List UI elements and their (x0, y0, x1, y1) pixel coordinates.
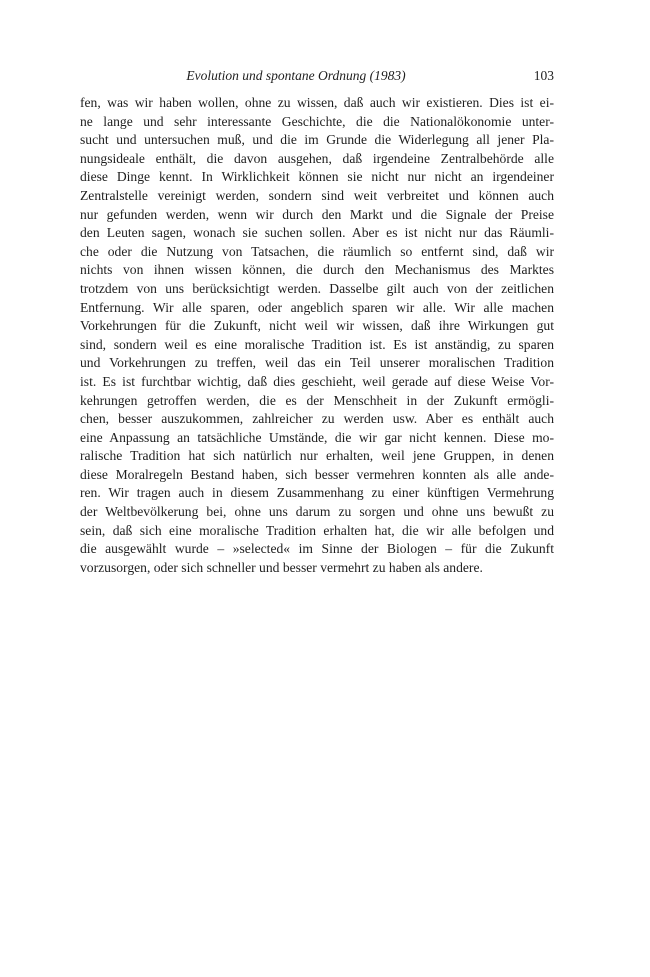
text-line: ralische Tradition hat sich natürlich nur erhalten, weil jene Gruppen, in denen (80, 448, 554, 464)
text-line: ren. Wir tragen auch in diesem Zusammenhang zu einer künftigen Vermehrung (80, 485, 554, 501)
text-line: die ausgewählt wurde – »selected« im Sinne der Biologen – für die Zukunft (80, 541, 554, 557)
text-line: sein, daß sich eine moralische Tradition erhalten hat, die wir alle befolgen und (80, 522, 554, 538)
text-line: Entfernung. Wir alle sparen, oder angeblich sparen wir alle. Wir alle machen (80, 299, 554, 315)
running-head (98, 66, 554, 86)
text-line: nungsideale enthält, die davon ausgehen, daß irgendeine Zentralbehörde alle (80, 150, 554, 166)
text-line: ne lange und sehr interessante Geschichte, die die Nationalökonomie unter- (80, 113, 554, 129)
text-line: nur gefunden werden, wenn wir durch den Markt und die Signale der Preise (80, 206, 554, 222)
text-line: sucht und untersuchen muß, und die im Grunde die Widerlegung all jener Pla- (80, 132, 554, 148)
text-line: diese Dinge kennt. In Wirklichkeit können sie nicht nur nicht an irgendeiner (80, 169, 554, 185)
text-line: Zentralstelle vereinigt werden, sondern sind weit verbreitet und können auch (80, 187, 554, 203)
text-line: che oder die Nutzung von Tatsachen, die räumlich so entfernt sind, daß wir (80, 243, 554, 259)
text-line: sind, sondern weil es eine moralische Tradition ist. Es ist anständig, zu sparen (80, 336, 554, 352)
text-line: diese Moralregeln Bestand haben, sich besser vermehren konnten als alle ande- (80, 466, 554, 482)
text-line: den Leuten sagen, wonach sie suchen sollen. Aber es ist nicht nur das Räumli- (80, 225, 554, 241)
text-line: kehrungen getroffen werden, die es der Menschheit in der Zukunft ermögli- (80, 392, 554, 408)
page-number: 103 (533, 68, 554, 83)
text-line: fen, was wir haben wollen, ohne zu wissen, daß auch wir existieren. Dies ist ei- (80, 95, 554, 110)
text-line: trotzdem von uns berücksichtigt werden. Dasselbe gilt auch von der zeitlichen (80, 280, 554, 296)
text-line: eine Anpassung an tatsächliche Umstände, die wir gar nicht kennen. Diese mo- (80, 429, 554, 445)
running-title: Evolution und spontane Ordnung (1983) (186, 68, 406, 83)
body-paragraph (80, 94, 554, 577)
text-line: ist. Es ist furchtbar wichtig, daß dies geschieht, weil gerade auf diese Weise Vor- (80, 373, 554, 389)
text-line: chen, besser auszukommen, zahlreicher zu werden usw. Aber es enthält auch (80, 411, 554, 427)
text-line: der Weltbevölkerung bei, ohne uns darum zu sorgen und ohne uns bewußt zu (80, 504, 554, 520)
text-line: Vorkehrungen für die Zukunft, nicht weil wir wissen, daß ihre Wirkungen gut (80, 318, 554, 334)
text-line: und Vorkehrungen zu treffen, weil das ein Teil unserer moralischen Tradition (80, 355, 554, 371)
text-line: nichts von ihnen wissen können, die durch den Mechanismus des Marktes (80, 262, 554, 278)
text-line: vorzusorgen, oder sich schneller und besser vermehrt zu haben als andere. (80, 559, 483, 575)
